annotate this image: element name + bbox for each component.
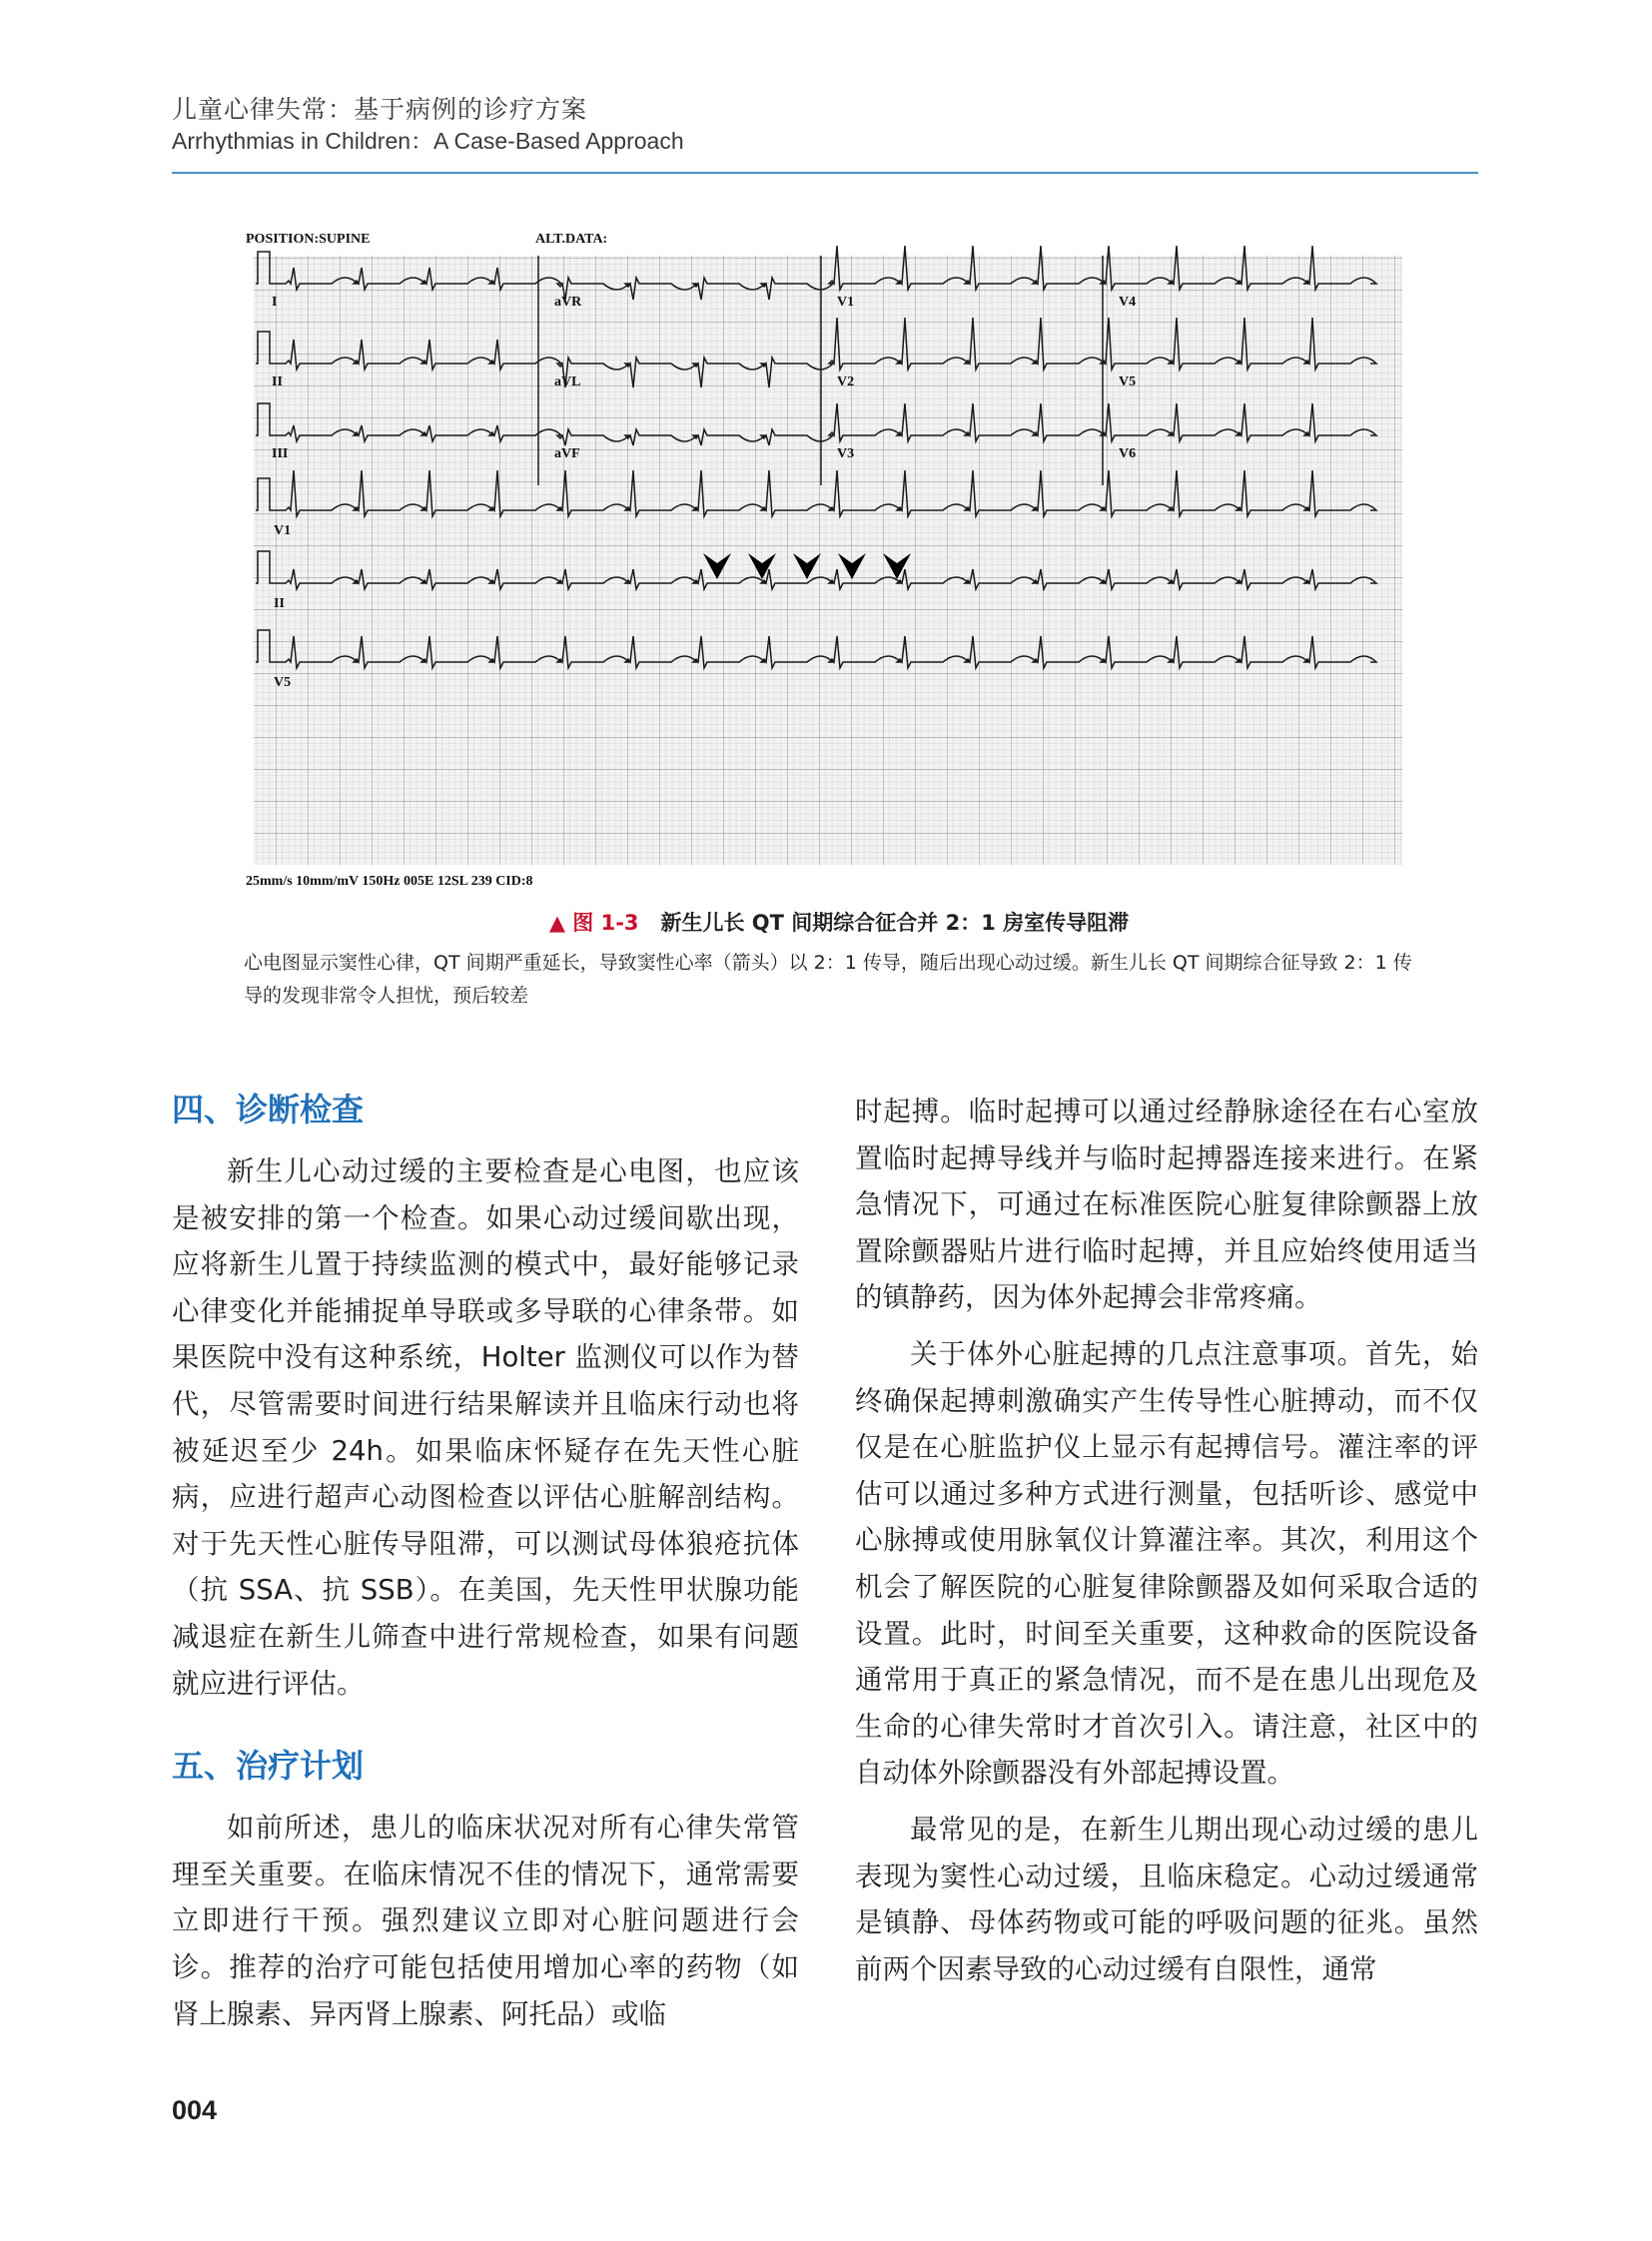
ecg-top-mid-label: ALT.DATA: (535, 232, 608, 247)
figure-title: 新生儿长 QT 间期综合征合并 2：1 房室传导阻滞 (660, 911, 1130, 935)
figure-description: 心电图显示窦性心律，QT 间期严重延长，导致窦性心率（箭头）以 2：1 传导，随后出现心动过缓。新生儿长 QT 间期综合征导致 2：1 传导的发现非常令人担忧，预后较差 (244, 952, 1412, 1007)
ecg-lead-label: V1 (837, 295, 855, 310)
book-title-zh: 儿童心律失常：基于病例的诊疗方案 (172, 95, 588, 124)
section-4-heading: 四、诊断检查 (172, 1091, 365, 1128)
figure-caption (340, 907, 1338, 937)
section-4-paragraph: 新生儿心动过缓的主要检查是心电图，也应该是被安排的第一个检查。如果心动过缓间歇出现，应将新生儿置于持续监测的模式中，最好能够记录心律变化并能捕捉单导联或多导联的心律条带。如果医院中没有这种系统，Holter 监测仪可以作为替代，尽管需要时间进行结果解读并且临床行动也将被延迟至少 24h。如果临床怀疑存在先天性心脏病，应进行超声心动图检查以评估心脏解剖结构。对于先天性心脏传导阻滞，可以测试母体狼疮抗体（抗 SSA、抗 SSB）。在美国，先天性甲状腺功能减退症在新生儿筛查中进行常规检查，如果有问题就应进行评估。 (172, 1155, 799, 1700)
section-5-paragraph: 如前所述，患儿的临床状况对所有心律失常管理至关重要。在临床情况不佳的情况下，通常需要立即进行干预。强烈建议立即对心脏问题进行会诊。推荐的治疗可能包括使用增加心率的药物（如肾上腺素、异丙肾上腺素、阿托品）或临 (172, 1812, 799, 2030)
right-paragraph-3: 最常见的是，在新生儿期出现心动过缓的患儿表现为窦性心动过缓，且临床稳定。心动过缓通常是镇静、母体药物或可能的呼吸问题的征兆。虽然前两个因素导致的心动过缓有自限性，通常 (855, 1813, 1478, 1985)
running-head-text (172, 94, 684, 156)
caption-triangle-icon: ▲ (548, 911, 565, 935)
ecg-lead-label: II (274, 596, 285, 611)
ecg-lead-label: V6 (1119, 446, 1137, 461)
header-rule (172, 172, 1478, 174)
page-number: 004 (172, 2095, 218, 2125)
ecg-lead-label: aVF (554, 446, 580, 461)
right-paragraph-1: 时起搏。临时起搏可以通过经静脉途径在右心室放置临时起搏导线并与临时起搏器连接来进行。在紧急情况下，可通过在标准医院心脏复律除颤器上放置除颤器贴片进行临时起搏，并且应始终使用适当的镇静药，因为体外起搏会非常疼痛。 (855, 1096, 1478, 1314)
ecg-lead-label: V3 (837, 446, 855, 461)
left-column (172, 1087, 799, 2037)
ecg-lead-label: I (272, 295, 278, 310)
ecg-lead-label: aVR (554, 295, 582, 310)
ecg-lead-label: V5 (274, 675, 292, 690)
ecg-top-left-label: POSITION:SUPINE (246, 232, 371, 247)
ecg-lead-label: III (272, 446, 289, 461)
ecg-image (244, 226, 1412, 893)
right-paragraph-2: 关于体外心脏起搏的几点注意事项。首先，始终确保起搏刺激确实产生传导性心脏搏动，而不仅仅是在心脏监护仪上显示有起搏信号。灌注率的评估可以通过多种方式进行测量，包括听诊、感觉中心脉搏或使用脉氧仪计算灌注率。其次，利用这个机会了解医院的心脏复律除颤器及如何采取合适的设置。此时，时间至关重要，这种救命的医院设备通常用于真正的紧急情况，而不是在患儿出现危及生命的心律失常时才首次引入。请注意，社区中的自动体外除颤器没有外部起搏设置。 (855, 1337, 1478, 1790)
section-5-heading: 五、治疗计划 (172, 1747, 365, 1786)
ecg-lead-label: aVL (554, 374, 581, 389)
right-column (855, 1089, 1478, 1992)
figure-number: 图 1-3 (572, 911, 639, 935)
ecg-svg (244, 226, 1412, 893)
ecg-lead-label: V1 (274, 523, 292, 538)
ecg-lead-label: V2 (837, 374, 855, 389)
ecg-footer-label: 25mm/s 10mm/mV 150Hz 005E 12SL 239 CID:8 (246, 874, 533, 889)
book-title-en: Arrhythmias in Children：A Case-Based Approach (172, 128, 684, 154)
ecg-lead-label: V5 (1119, 374, 1137, 389)
ecg-lead-label: V4 (1119, 295, 1137, 310)
ecg-lead-label: II (272, 374, 283, 389)
